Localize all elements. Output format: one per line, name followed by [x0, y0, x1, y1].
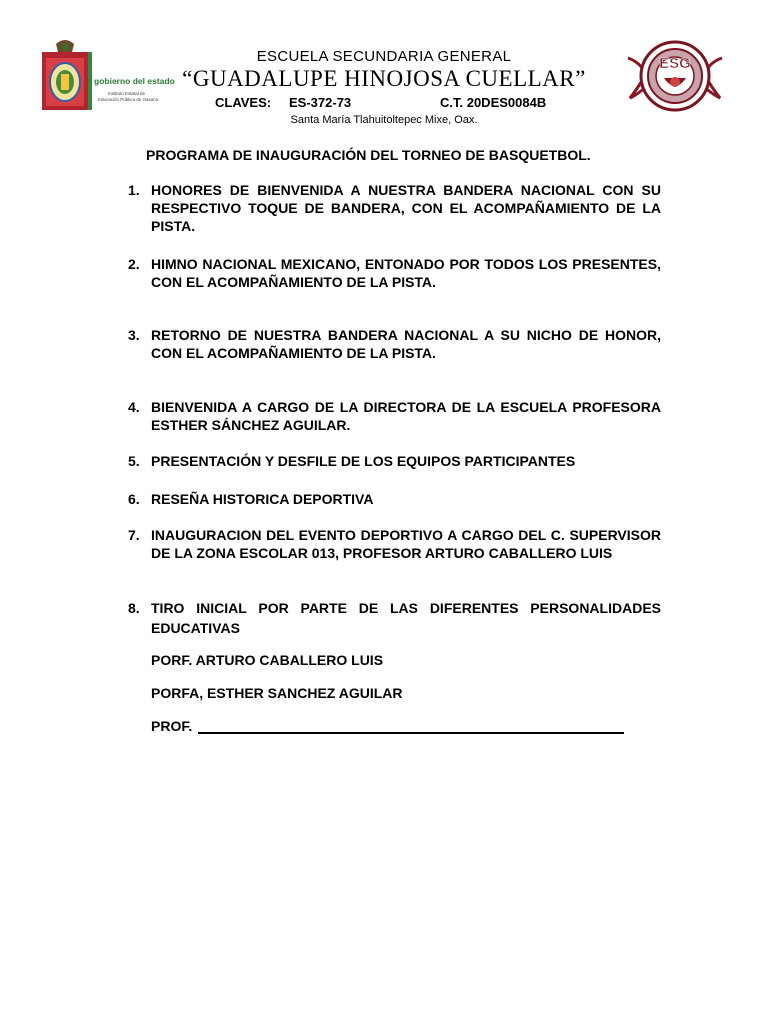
list-item-text: HIMNO NACIONAL MEXICANO, ENTONADO POR TODOS LOS PRESENTES, CON EL ACOMPAÑAMIENTO DE LA PISTA.: [151, 256, 661, 290]
school-type: ESCUELA SECUNDARIA GENERAL: [256, 48, 512, 65]
list-item-number: 8.: [128, 600, 140, 616]
list-item-text: RETORNO DE NUESTRA BANDERA NACIONAL A SU NICHO DE HONOR, CON EL ACOMPAÑAMIENTO DE LA PISTA.: [151, 327, 661, 361]
list-item-text: BIENVENIDA A CARGO DE LA DIRECTORA DE LA ESCUELA PROFESORA ESTHER SÁNCHEZ AGUILAR.: [151, 399, 661, 433]
list-item: [128, 598, 661, 638]
list-item-text: HONORES DE BIENVENIDA A NUESTRA BANDERA NACIONAL CON SU RESPECTIVO TOQUE DE BANDERA, CON EL ACOMPAÑAMIENTO DE LA PISTA.: [151, 182, 661, 234]
list-item-number: 6.: [128, 491, 140, 507]
list-item: [128, 326, 661, 362]
claves-value: ES-372-73: [289, 95, 352, 110]
claves-label: CLAVES:: [215, 95, 272, 110]
list-item: [128, 452, 661, 470]
list-item-number: 5.: [128, 453, 140, 469]
program-title: PROGRAMA DE INAUGURACIÓN DEL TORNEO DE BASQUETBOL.: [146, 147, 591, 163]
svg-text:Instituto Estatal de: Instituto Estatal de: [108, 91, 146, 96]
list-item-number: 1.: [128, 182, 140, 198]
signature-blank-prof: [151, 718, 624, 734]
signature-esther-sanchez: PORFA, ESTHER SANCHEZ AGUILAR: [151, 685, 403, 701]
list-item-number: 2.: [128, 256, 140, 272]
svg-text:Educación Pública de Oaxaca: Educación Pública de Oaxaca: [98, 97, 159, 102]
school-name: “GUADALUPE HINOJOSA CUELLAR”: [182, 66, 586, 91]
list-item: [128, 255, 661, 291]
signature-line: [198, 720, 624, 734]
right-logo-text: ESG: [659, 55, 691, 72]
signature-arturo-caballero: PORF. ARTURO CABALLERO LUIS: [151, 652, 384, 668]
list-item-text: RESEÑA HISTORICA DEPORTIVA: [151, 491, 374, 507]
list-item: [128, 526, 661, 562]
list-item: [128, 398, 661, 434]
list-item-number: 4.: [128, 399, 140, 415]
signature-prefix: PROF.: [151, 718, 193, 734]
list-item-text: TIRO INICIAL POR PARTE DE LAS DIFERENTES PERSONALIDADES EDUCATIVAS: [151, 600, 661, 636]
list-item-number: 3.: [128, 327, 140, 343]
list-item-text: PRESENTACIÓN Y DESFILE DE LOS EQUIPOS PARTICIPANTES: [151, 453, 576, 469]
left-logo-caption: gobierno del estado: [94, 76, 175, 86]
list-item-text: INAUGURACION DEL EVENTO DEPORTIVO A CARGO DEL C. SUPERVISOR DE LA ZONA ESCOLAR 013, PROFESOR ARTURO CABALLERO LUIS: [151, 527, 661, 561]
list-item: [128, 490, 661, 508]
school-location: Santa María Tlahuitoltepec Mixe, Oax.: [290, 114, 478, 126]
ct-code: C.T. 20DES0084B: [440, 95, 547, 110]
list-item-number: 7.: [128, 527, 140, 543]
list-item: [128, 181, 661, 235]
